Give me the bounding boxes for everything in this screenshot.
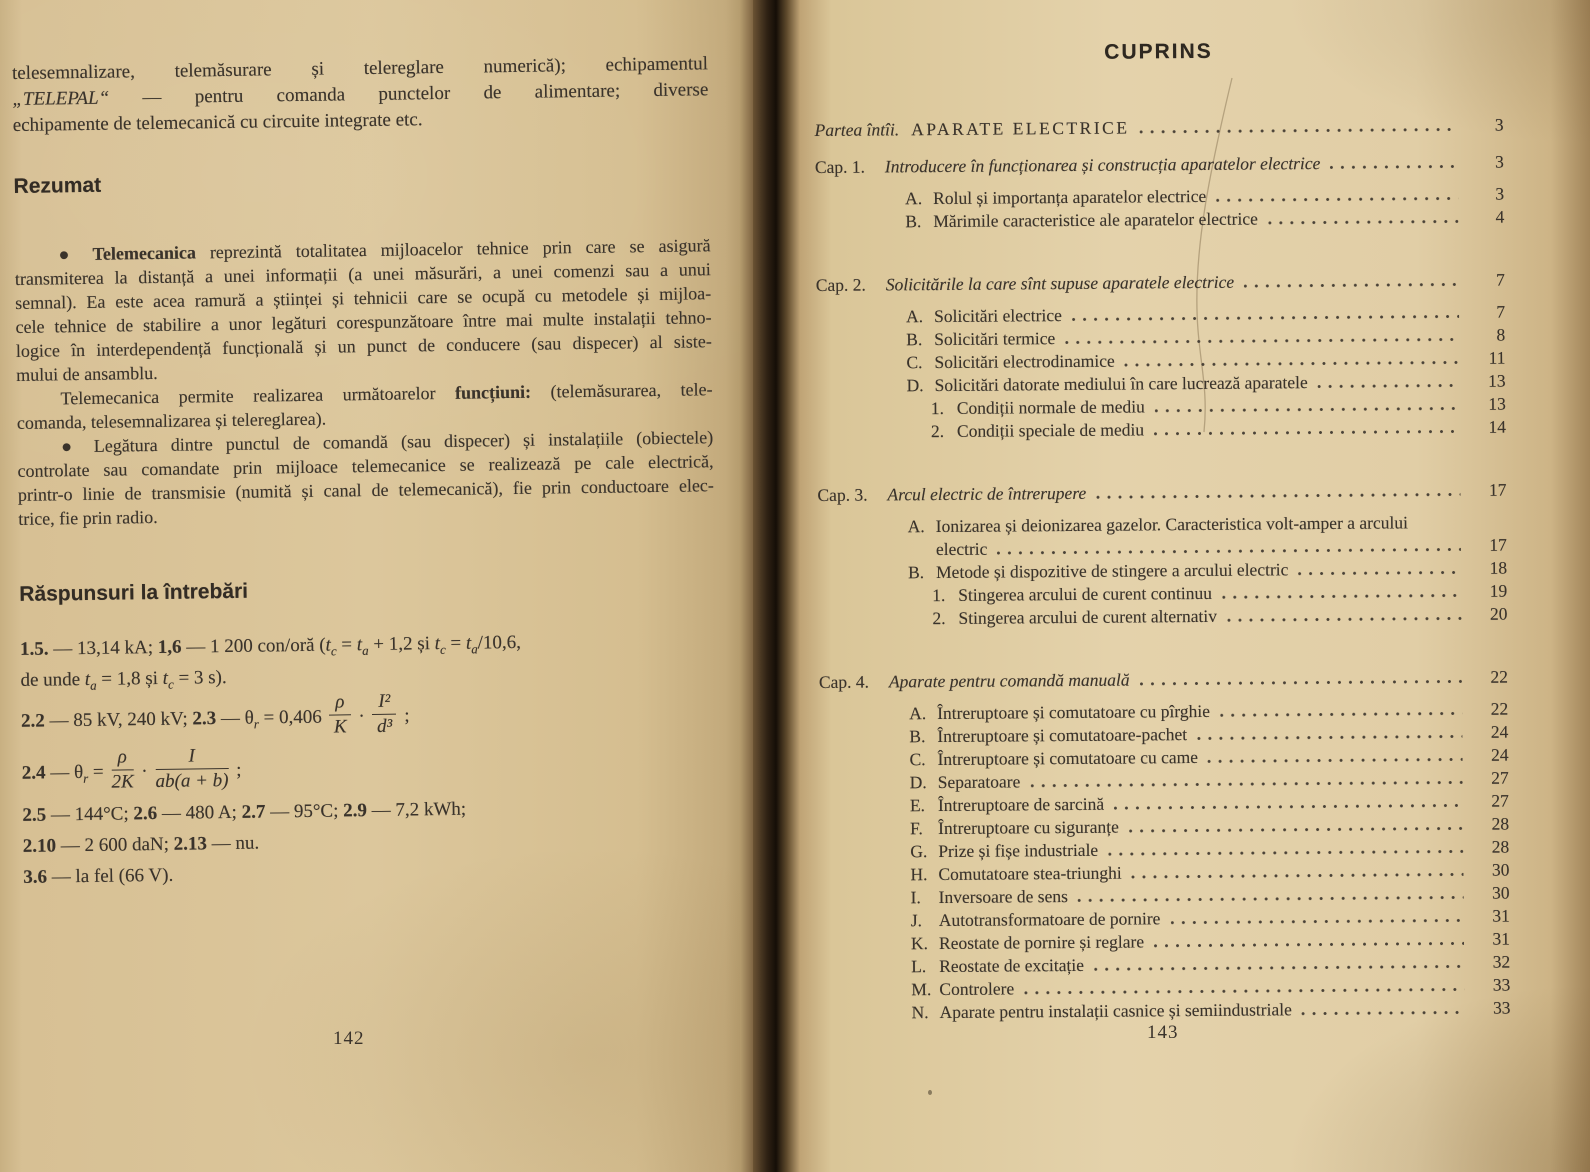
toc-entry — [817, 479, 1506, 507]
fraction: $\frac{\text{I²}}{\text{d³}}$ — [372, 691, 397, 738]
toc-page-number: 11 — [1488, 347, 1506, 368]
dot-leader — [997, 546, 1461, 557]
dot-leader — [1114, 802, 1463, 812]
dot-leader — [1125, 359, 1460, 369]
toc-label: A. — [905, 306, 924, 327]
toc-page-number: 28 — [1491, 836, 1510, 857]
toc-title: Aparate pentru instalații casnice și semiindustriale — [939, 999, 1292, 1023]
toc-page-number: 13 — [1488, 393, 1506, 414]
answer-line: 2.2 — 85 kV, 240 kV; 2.3 — $\theta_r = 0,406$ $\frac{\rho}{K}$ · $\frac{\text{I²}}{\text{d³}}$ ; — [20, 690, 410, 738]
text-line: transmiterea la distanță a unei informații (a unei măsurări, a unei comenzi sau a unui — [14, 259, 711, 289]
toc-title: Introducere în funcționarea și construcția aparatelor electrice — [884, 153, 1321, 177]
toc-page-number: 33 — [1492, 974, 1511, 995]
toc-page-number: 32 — [1492, 951, 1511, 972]
toc-entry — [818, 511, 1507, 562]
toc-label: Cap. 2. — [815, 274, 866, 295]
toc-entry — [821, 997, 1510, 1025]
dot-leader — [1208, 756, 1463, 765]
toc-label: A. — [909, 703, 927, 724]
toc-label: C. — [909, 749, 926, 770]
toc-title: Ionizarea și deionizarea gazelor. Caracteristica volt-amper a arcului — [935, 512, 1409, 537]
dot-leader — [1298, 569, 1461, 577]
toc-page-number: 7 — [1496, 301, 1506, 322]
text-line: telesemnalizare, telemăsurare și telereglare numerică); echipamentul — [11, 53, 709, 84]
dot-leader — [1302, 1009, 1465, 1017]
toc-title: Comutatoare stea-triunghi — [938, 862, 1122, 885]
toc-label: Cap. 1. — [814, 156, 866, 177]
toc-entry — [815, 151, 1504, 179]
dot-leader — [1030, 779, 1462, 789]
toc-title: Prize și fișe industriale — [938, 839, 1099, 862]
dot-leader — [1065, 336, 1459, 346]
toc-title: Stingerea arcului de curent continuu — [958, 582, 1212, 605]
right-page — [800, 0, 1590, 1172]
toc-entry — [815, 206, 1504, 234]
toc-page-number: 27 — [1491, 767, 1509, 788]
toc-label: B. — [906, 329, 923, 350]
text-line: printr-o linie de transmisie (numită și canal de telemecanică), fie prin conductoare elec- — [17, 475, 714, 505]
toc-page-number: 19 — [1489, 580, 1508, 601]
toc-page-number: 28 — [1491, 813, 1510, 834]
toc-label: D. — [909, 772, 927, 793]
toc-label: C. — [906, 352, 923, 373]
toc-title: Reostate de pornire și reglare — [938, 931, 1145, 954]
dot-leader — [1268, 218, 1459, 226]
right-page-content — [800, 0, 1590, 1025]
dot-leader — [1318, 382, 1460, 390]
toc-entry — [816, 269, 1505, 297]
toc-title: Controlere — [939, 978, 1015, 1000]
toc-title: Inversoare de sens — [938, 886, 1068, 908]
left-page-number: 142 — [333, 1028, 365, 1049]
text-line: semnal). Ea este acea ramură a științei și tehnicii care se ocupă cu metodele și mijloa- — [15, 283, 712, 313]
dot-leader — [1220, 710, 1462, 719]
toc-page-number: 3 — [1494, 114, 1504, 135]
toc-page-number: 30 — [1491, 859, 1510, 880]
dot-leader — [1078, 894, 1464, 904]
toc-page-number: 17 — [1488, 479, 1507, 500]
rezumat-heading: Rezumat — [13, 173, 102, 198]
text-line: logice în interdependență funcțională și un punct de conducere (sau dispecer) al siste- — [15, 331, 712, 361]
toc-page-number: 17 — [1489, 534, 1507, 555]
dot-leader — [1132, 871, 1464, 881]
answers-heading: Răspunsuri la întrebări — [19, 579, 249, 606]
toc-page-number: 24 — [1490, 721, 1509, 742]
toc-page-number: 24 — [1490, 744, 1509, 765]
toc-page-number: 18 — [1489, 557, 1508, 578]
dot-leader — [1072, 313, 1459, 323]
toc-title: Reostate de excitație — [939, 954, 1085, 977]
toc-label: B. — [905, 211, 922, 232]
toc-title: Arcul electric de întrerupere — [887, 482, 1087, 505]
toc-title: Rolul și importanța aparatelor electrice — [933, 185, 1207, 209]
summary-paragraph-3 — [17, 425, 714, 531]
toc-page-number: 31 — [1492, 905, 1510, 926]
dot-leader — [1140, 678, 1462, 688]
toc-page-number: 3 — [1495, 183, 1505, 204]
toc-title: Solicitări electrodinamice — [934, 350, 1115, 373]
toc-label: D. — [906, 375, 924, 396]
toc-label: I. — [910, 887, 921, 908]
toc-title: Autotransformatoare de pornire — [938, 908, 1161, 931]
fraction: $\frac{I}{ab(a + b)}$ — [155, 745, 229, 793]
answer-line: 2.10 — 2 600 daN; 2.13 — nu. — [22, 832, 260, 857]
toc-label: H. — [910, 864, 928, 885]
dot-leader — [1154, 428, 1460, 437]
answers-block — [20, 627, 719, 891]
toc-page-number: 33 — [1492, 997, 1511, 1018]
text-line: Telemecanica permite realizarea următoarelor funcțiuni: (telemăsurarea, tele- — [60, 379, 713, 409]
answer-line: 1.5. — 13,14 kA; 1,6 — 1 200 con/oră ($t_c = t_a + 1,2$ și $t_c = t_a/10,6$, — [19, 631, 522, 660]
toc-label: 2. — [932, 607, 946, 629]
answer-line: 3.6 — la fel (66 V). — [23, 864, 174, 888]
toc-label: B. — [907, 562, 925, 583]
toc-list — [815, 114, 1511, 1025]
toc-label: 2. — [930, 420, 945, 442]
fraction: $\frac{\rho}{K}$ — [329, 691, 351, 738]
toc-label: G. — [910, 841, 928, 862]
book-gutter — [740, 0, 800, 1172]
text-line: ● Telemecanica reprezintă totalitatea mijloacelor tehnice prin care se asigură — [58, 235, 711, 265]
dot-leader — [1154, 940, 1464, 949]
toc-title: Întreruptoare de sarcină — [937, 793, 1105, 816]
fraction: $\frac{\rho}{2K}$ — [111, 746, 134, 793]
text-line: trice, fie prin radio. — [18, 506, 158, 529]
dot-leader — [1170, 917, 1463, 926]
toc-page-number: 27 — [1491, 790, 1509, 811]
toc-label: M. — [911, 979, 932, 1000]
toc-page-number: 31 — [1492, 928, 1511, 949]
intro-paragraph — [12, 51, 709, 139]
toc-page-number: 4 — [1495, 206, 1505, 227]
toc-page-number: 22 — [1490, 698, 1509, 719]
toc-label: K. — [910, 933, 929, 954]
toc-title: Condiții speciale de mediu — [956, 419, 1145, 441]
toc-entry — [815, 114, 1504, 142]
toc-label: Partea întîi. — [814, 119, 900, 140]
left-page — [0, 0, 740, 1172]
answer-line: 2.4 — $\theta_r$ = $\frac{\rho}{2K}$ · $\frac{I}{ab(a + b)}$ ; — [21, 745, 242, 793]
text-line: „TELEPAL“ — pentru comanda punctelor de alimentare; diverse — [12, 79, 709, 110]
toc-label: 1. — [932, 584, 946, 606]
text-line: ● Legătura dintre punctul de comandă (sau dispecer) și instalațiile (obiectele) — [61, 427, 714, 457]
toc-label: N. — [911, 1002, 929, 1023]
right-page-number: 143 — [1147, 1022, 1179, 1043]
toc-title: Separatoare — [937, 771, 1021, 793]
toc-label: B. — [909, 726, 926, 747]
toc-page-number: 22 — [1490, 666, 1508, 687]
text-line: mului de ansamblu. — [16, 362, 158, 385]
toc-title: Întreruptoare și comutatoare cu pîrghie — [937, 700, 1211, 724]
toc-label: L. — [911, 956, 927, 977]
toc-label: E. — [909, 795, 926, 816]
dot-leader — [1227, 615, 1462, 624]
toc-page-number: 3 — [1495, 151, 1504, 172]
toc-page-number: 7 — [1495, 269, 1505, 290]
toc-title: Întreruptoare și comutatoare-pachet — [937, 724, 1188, 747]
toc-title: electric — [935, 538, 988, 560]
toc-title: Solicitările la care sînt supuse aparatele electrice — [885, 271, 1235, 295]
dot-leader — [1094, 963, 1464, 973]
toc-title: Întreruptoare și comutatoare cu came — [937, 746, 1199, 770]
dot-leader — [1216, 195, 1458, 204]
toc-title: Condiții normale de mediu — [956, 396, 1145, 418]
toc-label: 1. — [930, 397, 944, 419]
toc-title: Stingerea arcului de curent alternativ — [958, 605, 1218, 628]
toc-label: A. — [907, 516, 925, 537]
dot-leader — [1024, 986, 1464, 996]
paper-speck — [928, 1090, 932, 1095]
toc-page-number: 13 — [1488, 370, 1506, 391]
toc-title: Întreruptoare cu siguranțe — [938, 816, 1119, 839]
toc-title: Aparate pentru comandă manuală — [888, 669, 1130, 692]
toc-page-number: 30 — [1492, 882, 1510, 903]
toc-title: Metode și dispozitive de stingere a arcului electric — [935, 559, 1289, 583]
text-line: cele tehnice de stabilire a unor legături corespunzătoare între mai multe instalații tehno- — [15, 307, 712, 337]
toc-label: Cap. 3. — [817, 484, 868, 505]
answer-line: 2.5 — 144°C; 2.6 — 480 A; 2.7 — 95°C; 2.9 — 7,2 kWh; — [22, 798, 467, 826]
toc-title: Solicitări termice — [934, 328, 1056, 350]
toc-page-number: 20 — [1489, 603, 1508, 624]
dot-leader — [1129, 825, 1463, 835]
toc-label: Cap. 4. — [818, 671, 870, 692]
summary-paragraph-1 — [14, 233, 712, 387]
text-line: controlate sau comandate prin mijloace telemecanice se realizează pe cale electrică, — [17, 451, 714, 481]
left-page-content — [0, 0, 740, 896]
dot-leader — [1140, 126, 1458, 135]
toc-label: F. — [910, 818, 923, 839]
toc-page-number: 8 — [1496, 324, 1506, 345]
toc-label: J. — [910, 910, 923, 931]
toc-entry — [818, 603, 1507, 631]
dot-leader — [1108, 848, 1463, 858]
text-line: comanda, telesemnalizarea și telereglarea). — [16, 408, 327, 433]
dot-leader — [1244, 281, 1459, 290]
dot-leader — [1096, 491, 1460, 501]
toc-title: Mărimile caracteristice ale aparatelor electrice — [933, 208, 1258, 232]
dot-leader — [1222, 592, 1461, 601]
toc-label: A. — [905, 188, 923, 209]
toc-title: Solicitări datorate mediului în care lucrează aparatele — [934, 372, 1308, 396]
answer-line: de unde $t_a = 1,8$ și $t_c = 3$ s). — [20, 667, 227, 693]
dot-leader — [1197, 733, 1462, 742]
dot-leader — [1330, 163, 1458, 171]
dot-leader — [1155, 405, 1460, 414]
toc-entry — [817, 416, 1506, 444]
toc-page-number: 14 — [1488, 416, 1507, 437]
text-line: echipamente de telemecanică cu circuite integrate etc. — [12, 109, 423, 136]
toc-title: CUPRINS — [1104, 39, 1213, 64]
toc-title: APARATE ELECTRICE — [911, 117, 1130, 140]
toc-title: Solicitări electrice — [933, 305, 1062, 327]
toc-entry — [819, 666, 1508, 694]
